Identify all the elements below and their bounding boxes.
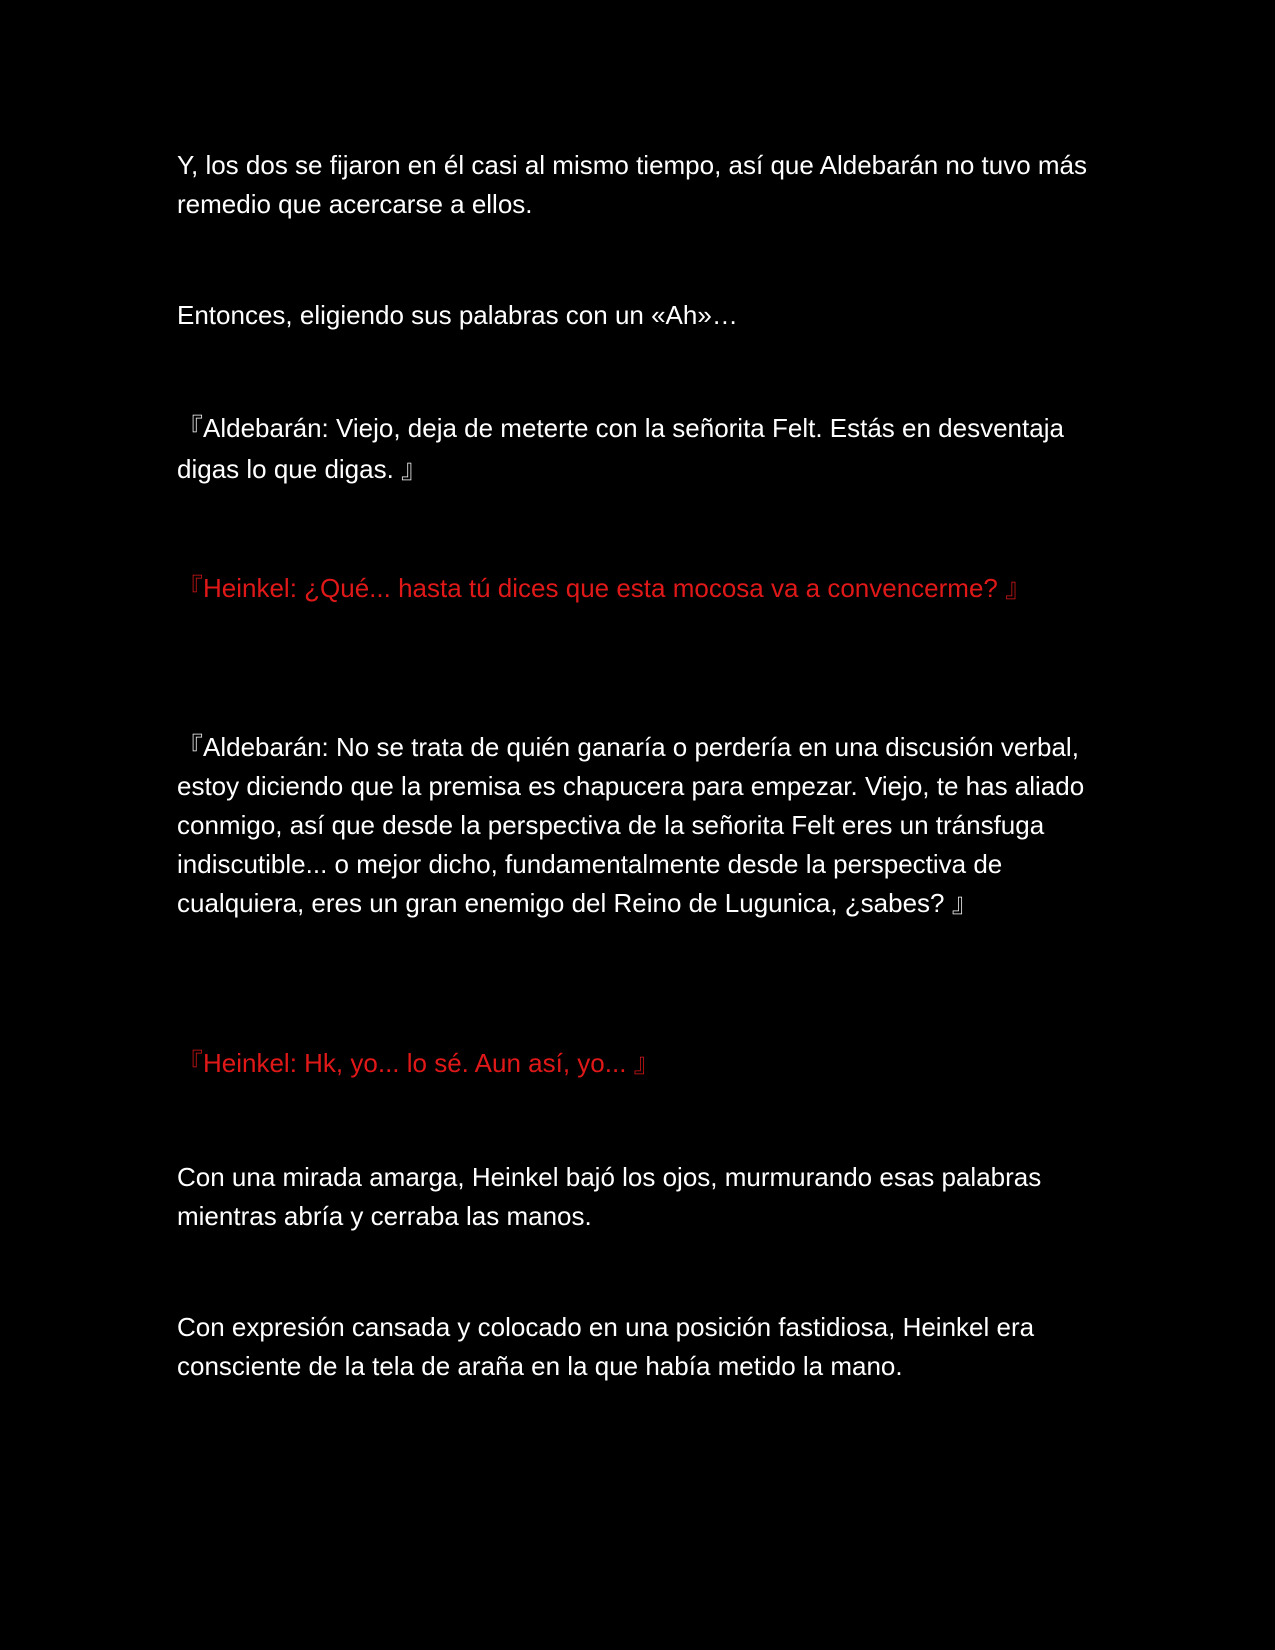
narration-paragraph: Con expresión cansada y colocado en una posición fastidiosa, Heinkel era consciente de la tela de araña en la que había metido la mano. bbox=[177, 1312, 1035, 1381]
narration-paragraph: Entonces, eligiendo sus palabras con un «Ah»… bbox=[177, 300, 738, 330]
aldebaran-dialogue: 『Aldebarán: No se trata de quién ganaría o perdería en una discusión verbal, estoy diciendo que la premisa es chapucera para empezar. Viejo, te has aliado conmigo, así que desde la perspectiva de la señorita Felt eres un tránsfuga indiscutible... o mejor dicho, fundamentalmente desde la perspectiva de cualquiera, eres un gran enemigo del Reino de Lugunica, ¿sabes? 』 bbox=[177, 732, 1085, 918]
narration-paragraph: Con una mirada amarga, Heinkel bajó los ojos, murmurando esas palabras mientras abría y cerraba las manos. bbox=[177, 1162, 1042, 1231]
narration-paragraph: Y, los dos se fijaron en él casi al mismo tiempo, así que Aldebarán no tuvo más remedio que acercarse a ellos. bbox=[177, 150, 1088, 219]
aldebaran-dialogue: 『Aldebarán: Viejo, deja de meterte con la señorita Felt. Estás en desventaja digas lo que digas. 』 bbox=[177, 413, 1064, 484]
heinkel-dialogue: 『Heinkel: Hk, yo... lo sé. Aun así, yo... 』 bbox=[177, 1048, 660, 1078]
heinkel-dialogue: 『Heinkel: ¿Qué... hasta tú dices que esta mocosa va a convencerme? 』 bbox=[177, 573, 1032, 603]
